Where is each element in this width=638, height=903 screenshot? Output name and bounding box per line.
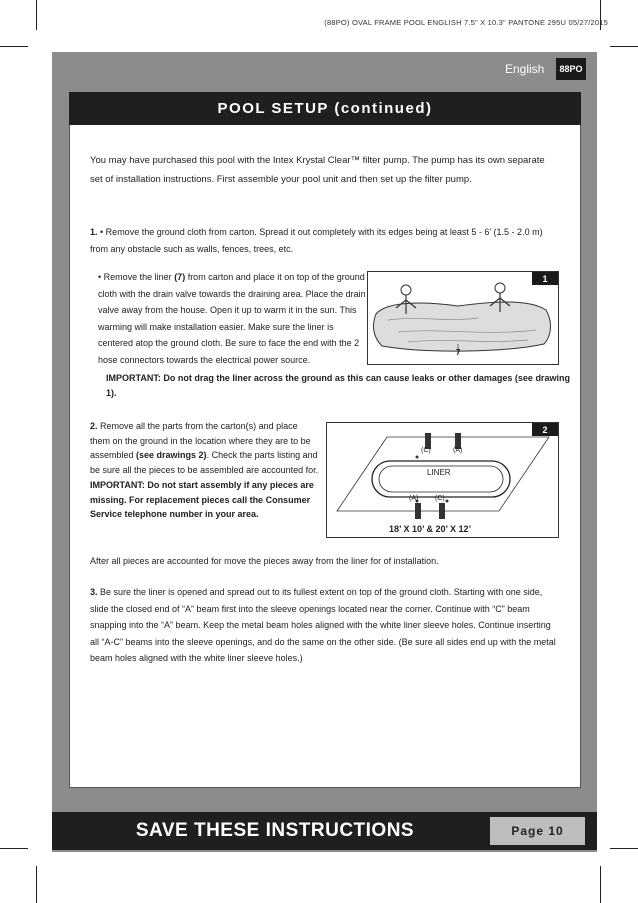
step-number: 1. [90, 227, 98, 237]
step-number: 2. [90, 421, 98, 431]
beam-label-c: (C) [435, 495, 445, 502]
step-2-after: After all pieces are accounted for move the pieces away from the liner for of installation. [90, 556, 439, 566]
step-2-important: IMPORTANT: Do not start assembly if any pieces are missing. For replacement pieces call the Consumer Service telephone number in your area. [90, 479, 314, 520]
drawing-2 [326, 422, 559, 538]
crop-mark [0, 848, 28, 849]
drawing-1 [367, 271, 559, 365]
step-1-b [98, 269, 370, 368]
crop-mark [36, 0, 37, 30]
save-instructions-banner: SAVE THESE INSTRUCTIONS [135, 820, 415, 841]
beam-label-a: (A) [453, 447, 463, 454]
figure-number: 2 [532, 423, 558, 436]
frame-layout-illustration [327, 423, 558, 537]
step-1-text-a: • Remove the ground cloth from carton. Spread it out completely with its edges being at least 5 - 6’ (1.5 - 2.0 m) from any obstacle such as walls, fences, trees, etc. [90, 227, 543, 254]
step-number: 3. [90, 587, 98, 597]
language-label: English [505, 62, 545, 76]
drawing-ref: (see drawings 2) [136, 450, 207, 461]
step-1-important: IMPORTANT: Do not drag the liner across the ground as this can cause leaks or other damages (see drawing 1). [106, 373, 570, 398]
crop-mark [610, 848, 638, 849]
crop-mark [36, 866, 37, 903]
crop-mark [0, 46, 28, 47]
beam-label-a: (A) [409, 495, 419, 502]
code-badge: 88PO [556, 58, 586, 80]
liner-illustration [368, 272, 558, 364]
step-1 [90, 224, 560, 257]
step-1-text-b-cont: from carton and place it on top of the ground cloth with the drain valve towards the draining area. Place the drain valve away from the house. Open it up to warm it in the sun. This warming will make installation easier. Make sure the liner is centered atop the ground cloth. Be sure to face the end with the 2 hose connectors towards the electrical power source. [98, 272, 366, 365]
step-2 [90, 419, 320, 522]
intro-paragraph: You may have purchased this pool with the Intex Krystal Clear™ filter pump. The pump has its own separate set of installation instructions. First assemble your pool unit and then set up the filter pump. [90, 155, 545, 185]
figure-number: 1 [532, 272, 558, 285]
figure-caption: 18’ X 10’ & 20’ X 12’ [389, 524, 472, 534]
part-label: 7 [456, 348, 461, 357]
print-note: (88PO) OVAL FRAME POOL ENGLISH 7.5" X 10.3" PANTONE 295U 05/27/2015 [324, 18, 608, 27]
beam-label-c: (C) [421, 447, 431, 454]
step-3 [90, 584, 560, 667]
part-ref: (7) [174, 272, 186, 282]
page-title: POOL SETUP (continued) [69, 92, 581, 125]
step-2-text-cont: . Check the parts listing and be sure all the pieces to be assembled are accounted for. [90, 450, 319, 476]
step-1-text-b: • Remove the liner [98, 272, 175, 282]
step-3-text: Be sure the liner is opened and spread out to its fullest extent on top of the ground cloth. Starting with one side, slide the closed end of “A” beam first into the sleeve openings located near the corner. Continue with “C” beam snapping into the “A” beam. Keep the metal beam holes aligned with the white liner sleeve holes. Continue inserting all “A-C” beams into the sleeve openings, and do the same on the other side. (Be sure all sides end up with the metal beam holes aligned with the white liner sleeve holes.) [90, 587, 556, 663]
page-number: Page 10 [490, 817, 585, 845]
liner-label: LINER [427, 468, 451, 477]
crop-mark [610, 46, 638, 47]
step-2-text: Remove all the parts from the carton(s) and place them on the ground in the location where they are to be assembled [90, 421, 311, 461]
crop-mark [600, 866, 601, 903]
